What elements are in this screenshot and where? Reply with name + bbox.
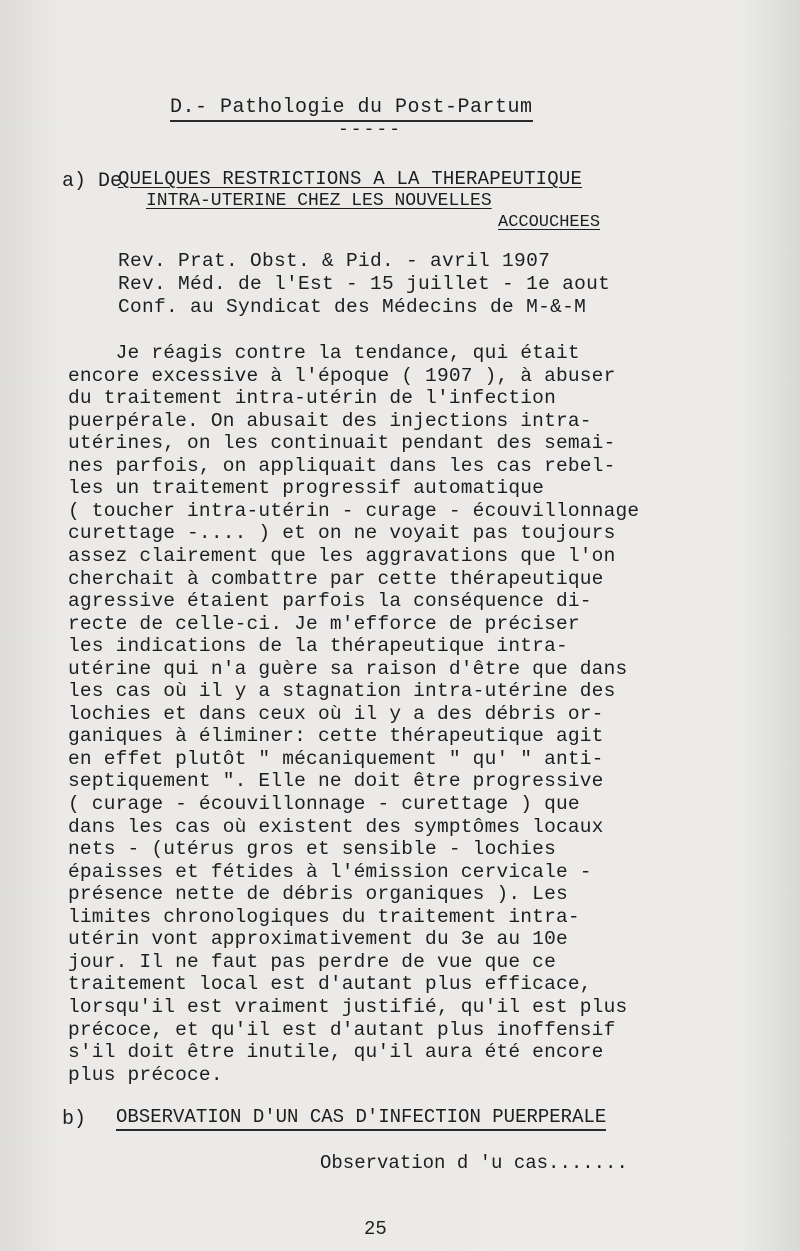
body-text-line: s'il doit être inutile, qu'il aura été encore xyxy=(68,1041,604,1064)
body-text-line: nets - (utérus gros et sensible - lochies xyxy=(68,838,556,861)
body-text-line: encore excessive à l'époque ( 1907 ), à abuser xyxy=(68,364,616,387)
body-text-line: ( toucher intra-utérin - curage - écouvillonnage xyxy=(68,499,640,522)
body-text-line: présence nette de débris organiques ). Les xyxy=(68,883,568,906)
body-text-line: plus précoce. xyxy=(68,1063,223,1086)
body-text-line: en effet plutôt " mécaniquement " qu' " anti- xyxy=(68,747,604,770)
body-text-line: curettage -.... ) et on ne voyait pas toujours xyxy=(68,522,616,545)
section-a-title-line2: INTRA-UTERINE CHEZ LES NOUVELLES xyxy=(146,191,492,211)
body-text-line: épaisses et fétides à l'émission cervicale - xyxy=(68,860,592,883)
reference-line: Rev. Prat. Obst. & Pid. - avril 1907 xyxy=(118,250,551,272)
body-text-line: lochies et dans ceux où il y a des débris or- xyxy=(68,702,604,725)
body-text-line: utérines, on les continuait pendant des semai- xyxy=(68,432,616,455)
body-text-line: nes parfois, on appliquait dans les cas rebel- xyxy=(68,454,616,477)
body-text-line: utérine qui n'a guère sa raison d'être que dans xyxy=(68,657,628,680)
section-b-subtitle: Observation d 'u cas....... xyxy=(320,1152,628,1174)
section-b-prefix: b) xyxy=(62,1108,87,1131)
body-text-line: les cas où il y a stagnation intra-utérine des xyxy=(68,680,616,703)
body-text-line: Je réagis contre la tendance, qui était xyxy=(68,342,580,364)
section-a-title-line3: ACCOUCHEES xyxy=(498,213,601,232)
body-text-line: assez clairement que les aggravations que l'on xyxy=(68,544,616,567)
body-text-line: jour. Il ne faut pas perdre de vue que ce xyxy=(68,950,556,973)
body-text-line: septiquement ". Elle ne doit être progressive xyxy=(68,770,604,793)
section-a-title-line1: QUELQUES RESTRICTIONS A LA THERAPEUTIQUE xyxy=(118,168,583,190)
section-b-title: OBSERVATION D'UN CAS D'INFECTION PUERPERALE xyxy=(116,1106,606,1131)
body-text-line: du traitement intra-utérin de l'infection xyxy=(68,387,556,410)
body-text-line: ( curage - écouvillonnage - curettage ) que xyxy=(68,793,580,815)
body-text-line: les indications de la thérapeutique intra- xyxy=(68,635,568,658)
heading-underline-dashes: ----- xyxy=(338,120,403,140)
body-text-line: limites chronologiques du traitement intra- xyxy=(68,905,580,928)
section-heading: D.- Pathologie du Post-Partum xyxy=(170,96,533,122)
body-text-line: utérin vont approximativement du 3e au 10e xyxy=(68,928,568,951)
section-a-prefix: a) De xyxy=(62,170,123,193)
body-text-line: agressive étaient parfois la conséquence di- xyxy=(68,590,592,613)
body-text-line: cherchait à combattre par cette thérapeutique xyxy=(68,567,604,590)
page-number: 25 xyxy=(364,1218,387,1240)
body-text-line: recte de celle-ci. Je m'efforce de préciser xyxy=(68,612,580,635)
body-text-line: les un traitement progressif automatique xyxy=(68,477,545,500)
body-text-line: puerpérale. On abusait des injections intra- xyxy=(68,409,592,432)
body-text-line: traitement local est d'autant plus efficace, xyxy=(68,973,592,996)
body-text-line: lorsqu'il est vraiment justifié, qu'il est plus xyxy=(68,995,628,1018)
body-text-line: précoce, et qu'il est d'autant plus inoffensif xyxy=(68,1018,616,1041)
reference-line: Conf. au Syndicat des Médecins de M-&-M xyxy=(118,296,587,318)
body-text-line: ganiques à éliminer: cette thérapeutique agit xyxy=(68,725,604,748)
body-text-line: dans les cas où existent des symptômes locaux xyxy=(68,815,604,838)
reference-line: Rev. Méd. de l'Est - 15 juillet - 1e aout xyxy=(118,273,611,295)
